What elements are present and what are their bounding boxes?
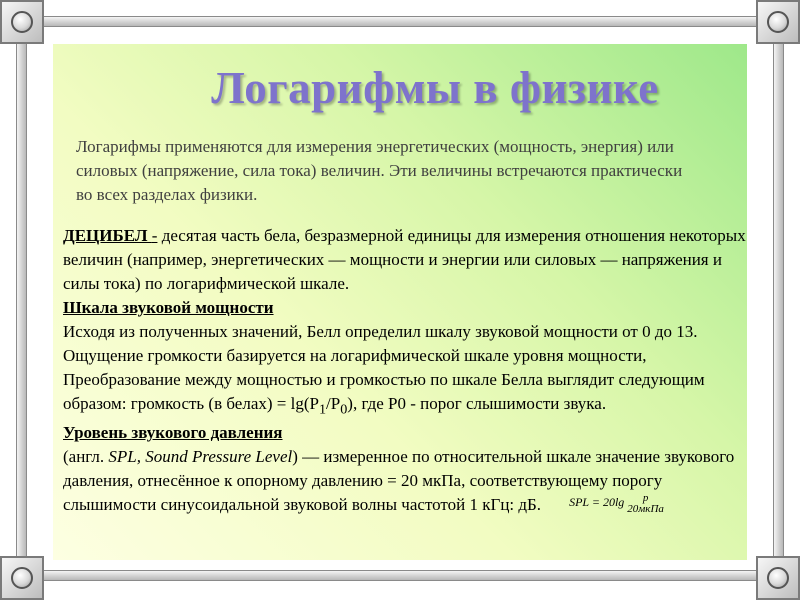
corner-bottom-left bbox=[0, 556, 44, 600]
sound-power-text: Исходя из полученных значений, Белл определил шкалу звуковой мощности от 0 до 13. Ощущение громкости базируется на логарифмической шкале уровня мощности, Преобразование между мощностью и громкостью по шкале Белла выглядит следующим образом: громкость (в белах) = lg(P bbox=[63, 322, 705, 413]
sound-pressure-heading bbox=[63, 421, 753, 445]
sound-pressure-heading-text: Уровень звукового давления bbox=[63, 423, 283, 443]
sound-power-text-end: ), где Р0 - порог слышимости звука. bbox=[347, 394, 607, 413]
spl-formula-numerator: p bbox=[642, 491, 649, 504]
sound-pressure-open: (англ. bbox=[63, 447, 109, 467]
sound-power-paragraph bbox=[63, 320, 753, 421]
decibel-definition: десятая часть бела, безразмерной единицы для измерения отношения некоторых величин (например, энергетических — мощности и энергии или силовых — напряжения и силы тока) по логарифмической шкале. bbox=[63, 226, 746, 293]
corner-knob-icon bbox=[767, 567, 789, 589]
sound-pressure-paragraph bbox=[63, 445, 753, 518]
corner-knob-icon bbox=[11, 567, 33, 589]
corner-knob-icon bbox=[11, 11, 33, 33]
frame-top-bar bbox=[0, 16, 800, 27]
subscript-1: 1 bbox=[318, 401, 327, 418]
spl-formula-lhs: SPL = 20lg bbox=[569, 495, 625, 510]
ratio-slash: /P bbox=[326, 394, 341, 413]
corner-knob-icon bbox=[767, 11, 789, 33]
sound-power-heading-text: Шкала звуковой мощности bbox=[63, 298, 274, 317]
spl-formula-fraction bbox=[627, 493, 664, 515]
frame-bottom-bar bbox=[0, 570, 800, 581]
subscript-0: 0 bbox=[340, 401, 348, 418]
spl-abbreviation: SPL, Sound Pressure Level bbox=[108, 447, 293, 467]
corner-bottom-right bbox=[756, 556, 800, 600]
slide-title: Логарифмы в физике bbox=[211, 63, 659, 113]
decibel-dash: - bbox=[151, 226, 158, 245]
spl-formula bbox=[569, 490, 664, 514]
decibel-paragraph bbox=[63, 224, 753, 296]
spl-formula-denominator: 20мкПа bbox=[627, 502, 664, 515]
corner-top-right bbox=[756, 0, 800, 44]
intro-paragraph: Логарифмы применяются для измерения энергетических (мощность, энергия) или силовых (напряжение, сила тока) величин. Эти величины встречаются практически во всех разделах физики. bbox=[76, 137, 683, 204]
corner-top-left bbox=[0, 0, 44, 44]
slide-body bbox=[63, 224, 753, 519]
sound-power-heading bbox=[63, 296, 753, 320]
sound-pressure-text: ) — измеренное по относительной шкале значение звукового давления, отнесённое к опорному давлению = 20 мкПа, соответствующему порогу слышимости синусоидальной звуковой волны частотой 1 кГц: дБ. bbox=[63, 447, 735, 515]
decibel-term: ДЕЦИБЕЛ bbox=[63, 226, 152, 245]
